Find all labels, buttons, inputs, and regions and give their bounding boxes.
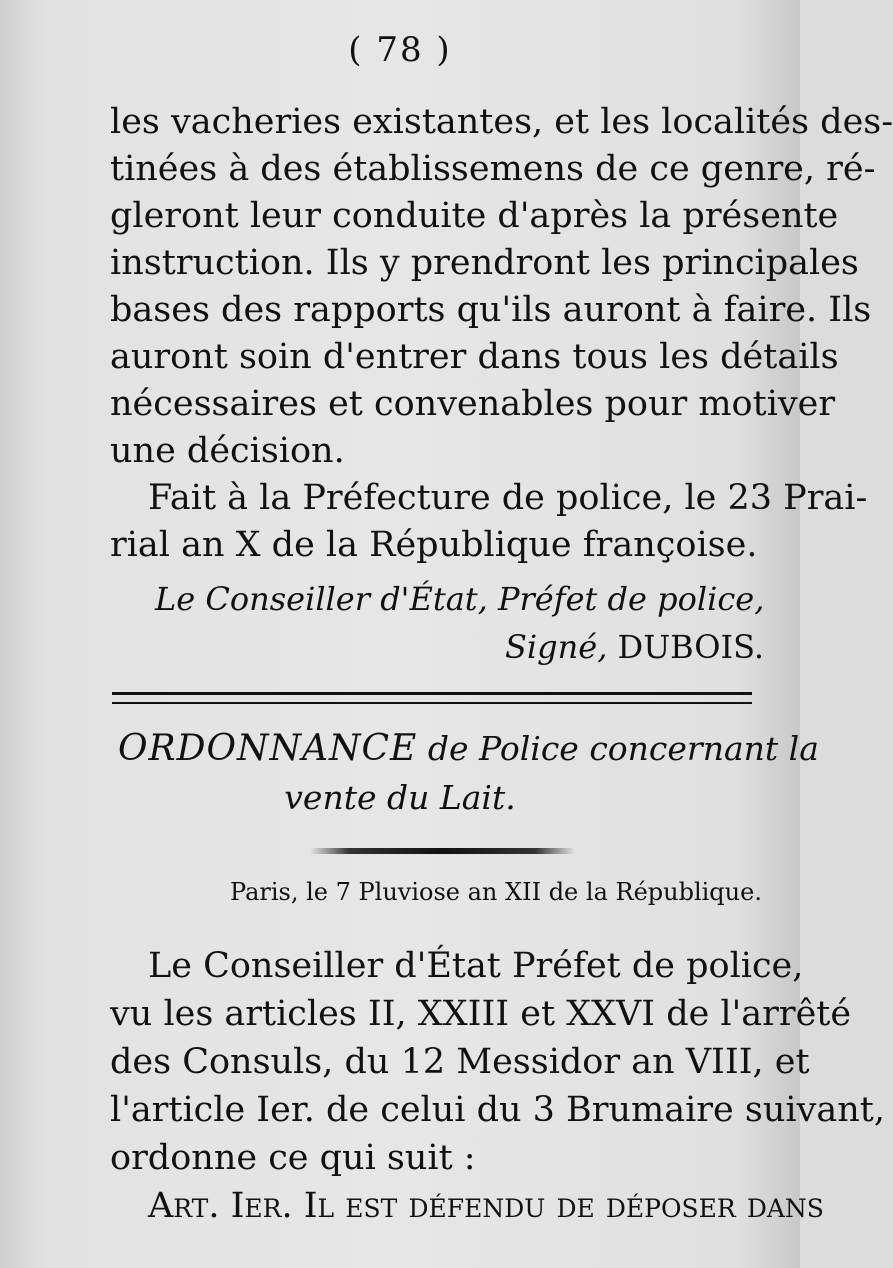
ordonnance-title: [118, 728, 819, 769]
paragraph-line: Le Conseiller d'État Préfet de police,: [148, 946, 804, 986]
ordonnance-title-line2: vente du Lait.: [284, 778, 516, 817]
ordonnance-title-word: ORDONNANCE: [118, 728, 418, 769]
paragraph-line: vu les articles II, XXIII et XXVI de l'arrêté: [110, 994, 852, 1034]
double-rule-divider: [112, 692, 752, 704]
signature-title: Le Conseiller d'État, Préfet de police,: [155, 580, 765, 618]
dateline: Paris, le 7 Pluviose an XII de la République.: [230, 878, 762, 906]
ordonnance-title-rest: de Police concernant la: [427, 729, 819, 768]
paragraph-line: auront soin d'entrer dans tous les détails: [110, 337, 839, 377]
paragraph-line: instruction. Ils y prendront les principales: [110, 243, 859, 283]
paragraph-line: des Consuls, du 12 Messidor an VIII, et: [110, 1042, 810, 1082]
paragraph-line: Fait à la Préfecture de police, le 23 Prai-: [148, 478, 868, 518]
article-line: Art. Ier. Il est défendu de déposer dans: [148, 1186, 824, 1226]
page-number: ( 78 ): [348, 30, 452, 70]
paragraph-line: bases des rapports qu'ils auront à faire. Ils: [110, 290, 872, 330]
paragraph-line: l'article Ier. de celui du 3 Brumaire suivant,: [110, 1090, 885, 1130]
paragraph-line: une décision.: [110, 431, 345, 471]
paragraph-line: tinées à des établissemens de ce genre, ré-: [110, 149, 876, 189]
ornamental-rule: [310, 848, 575, 854]
paragraph-line: les vacheries existantes, et les localités des-: [110, 102, 893, 142]
signatory-name: DUBOIS.: [617, 628, 765, 666]
paragraph-line: gleront leur conduite d'après la présente: [110, 196, 839, 236]
paragraph-line: rial an X de la République françoise.: [110, 525, 758, 565]
signature-line: [505, 628, 764, 666]
paragraph-line: ordonne ce qui suit :: [110, 1138, 476, 1178]
signed-label: Signé,: [505, 628, 608, 666]
paragraph-line: nécessaires et convenables pour motiver: [110, 384, 836, 424]
